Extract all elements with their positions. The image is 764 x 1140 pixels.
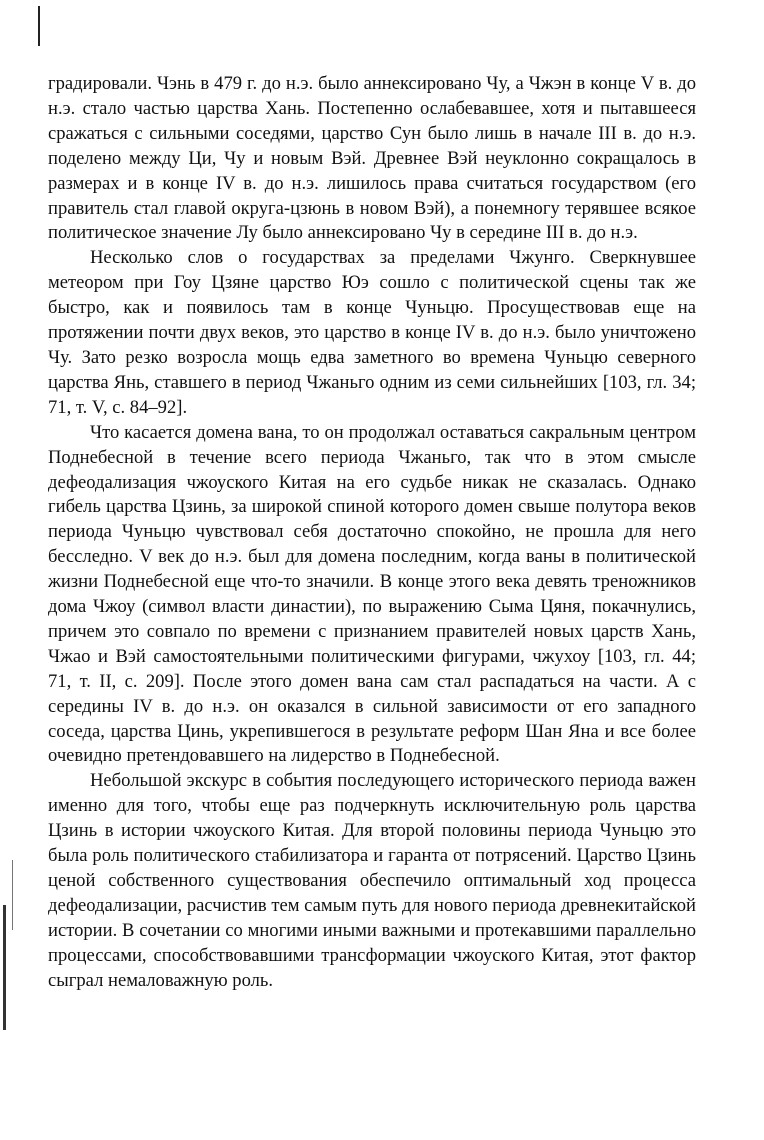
scan-edge-mark xyxy=(38,6,40,46)
paragraph-1: градировали. Чэнь в 479 г. до н.э. было аннексировано Чу, а Чжэн в конце V в. до н.э. стало частью царства Хань. Постепенно ослабевавшее, хотя и пытавшееся сражаться с сильными соседями, царство Сун было лишь в начале III в. до н.э. поделено между Ци, Чу и новым Вэй. Древнее Вэй неуклонно сокращалось в размерах и в конце IV в. до н.э. лишилось права считаться государством (его правитель стал главой округа-цзюнь в новом Вэй), а понемногу терявшее всякое политическое значение Лу было аннексировано Чу в середине III в. до н.э. xyxy=(48,73,696,244)
paragraph-4: Небольшой экскурс в события последующего исторического периода важен именно для того, чтобы еще раз подчеркнуть исключительную роль царства Цзинь в истории чжоуского Китая. Для второй половины периода Чуньцю это была роль политического стабилизатора и гаранта от потрясений. Царство Цзинь ценой собственного существования обеспечило оптимальный ход процесса дефеодализации, расчистив тем самым путь для нового периода древнекитайской истории. В сочетании со многими иными важными и протекавшими параллельно процессами, способствовавшими трансформации чжоуского Китая, этот фактор сыграл немаловажную роль. xyxy=(48,770,696,991)
paragraph-2: Несколько слов о государствах за пределами Чжунго. Сверкнувшее метеором при Гоу Цзяне царство Юэ сошло с политической сцены так же быстро, как и появилось там в конце Чуньцю. Просуществовав еще на протяжении почти двух веков, это царство в конце IV в. до н.э. было уничтожено Чу. Зато резко возросла мощь едва заметного во времена Чуньцю северного царства Янь, ставшего в период Чжаньго одним из семи сильнейших [103, гл. 34; 71, т. V, с. 84–92]. xyxy=(48,247,696,418)
scan-edge-mark xyxy=(12,860,13,930)
paragraph-3: Что касается домена вана, то он продолжал оставаться сакральным центром Поднебесной в течение всего периода Чжаньго, так что в этом смысле дефеодализация чжоуского Китая на его судьбе никак не сказалась. Однако гибель царства Цзинь, за широкой спиной которого домен свыше полутора веков периода Чуньцю чувствовал себя достаточно спокойно, не прошла для него бесследно. V век до н.э. был для домена последним, когда ваны в политической жизни Поднебесной еще что-то значили. В конце этого века девять треножников дома Чжоу (символ власти династии), по выражению Сыма Цяня, покачнулись, причем это совпало по времени с признанием правителей новых царств Хань, Чжао и Вэй самостоятельными политическими фигурами, чжухоу [103, гл. 44; 71, т. II, с. 209]. После этого домен вана сам стал распадаться на части. А с середины IV в. до н.э. он оказался в сильной зависимости от его западного соседа, царства Цинь, укрепившегося в результате реформ Шан Яна и все более очевидно претендовавшего на лидерство в Поднебесной. xyxy=(48,421,696,767)
scan-edge-mark xyxy=(3,905,6,1030)
page-text xyxy=(48,72,696,994)
